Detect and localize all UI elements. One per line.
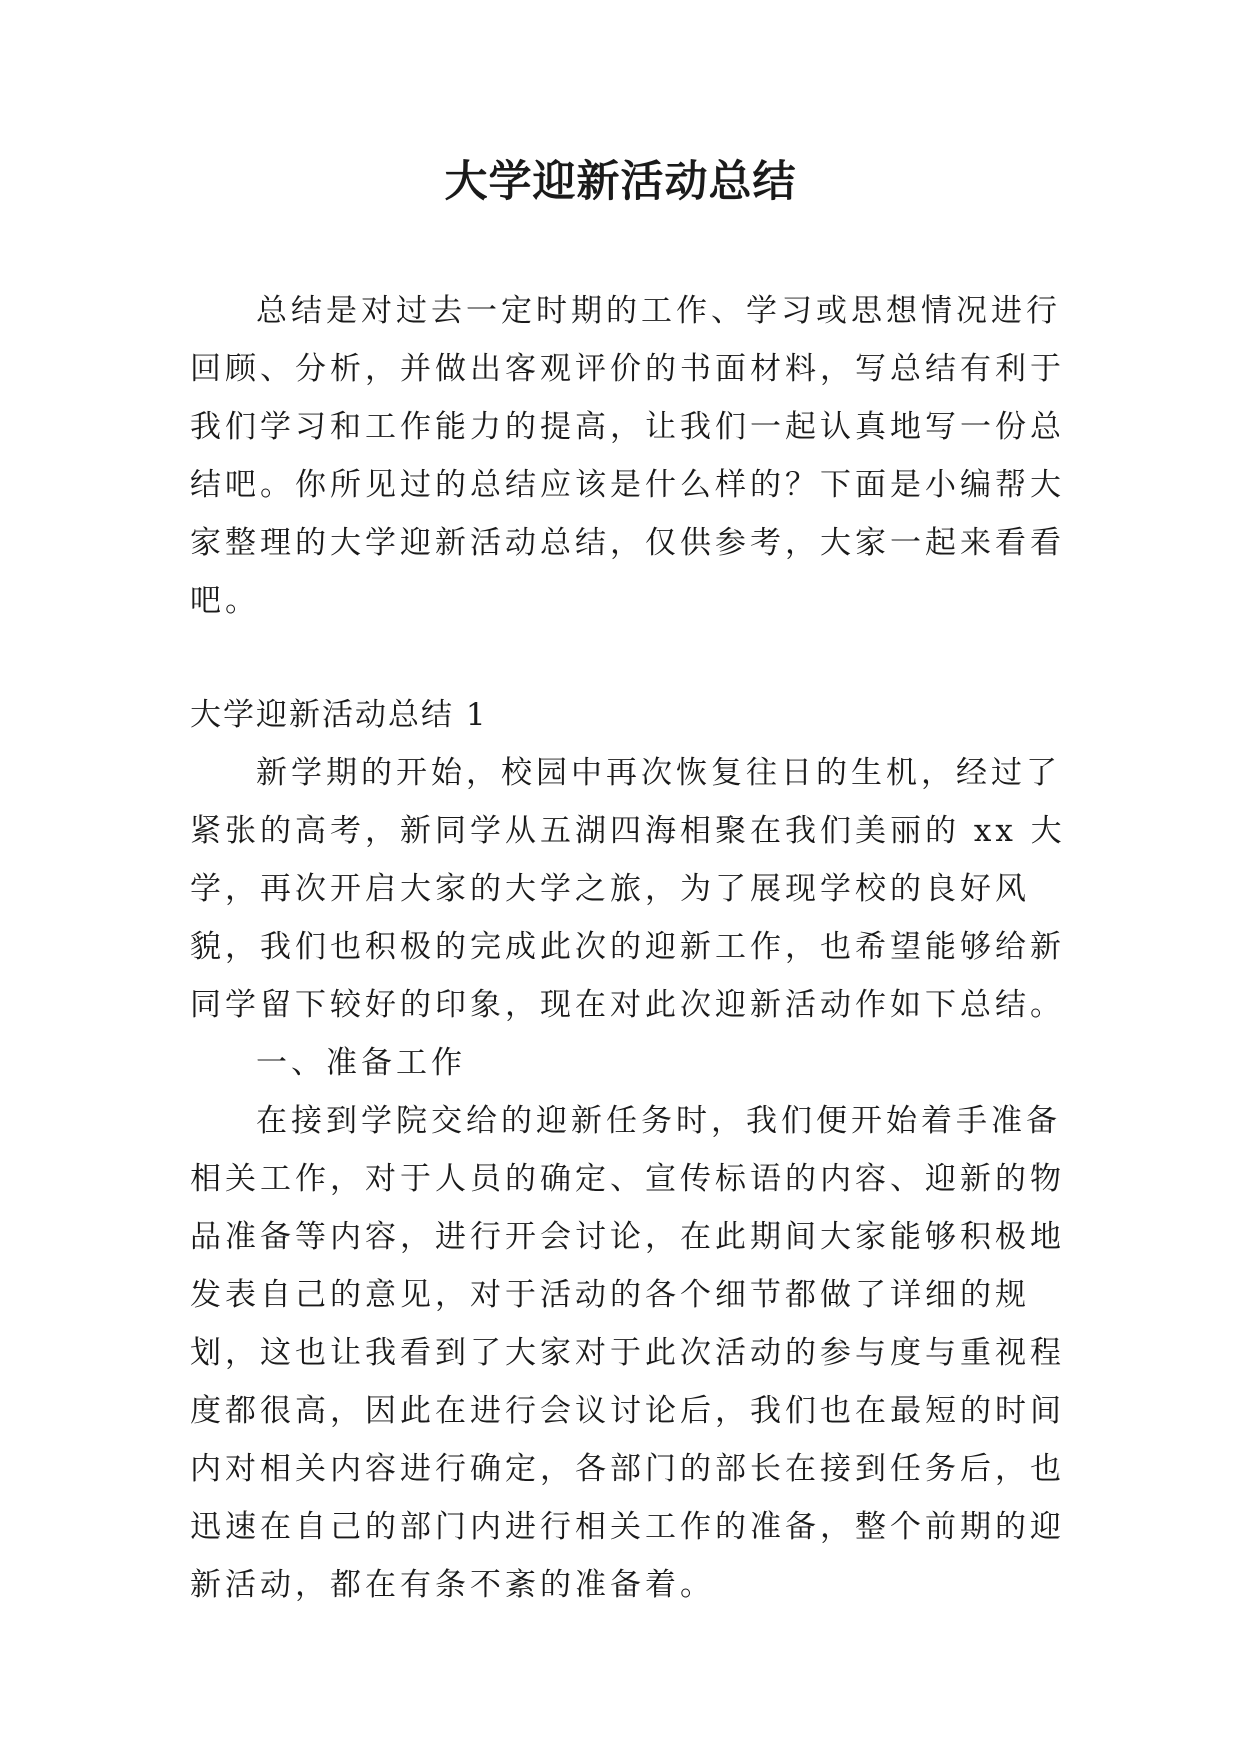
section-paragraph: 新学期的开始，校园中再次恢复往日的生机，经过了紧张的高考，新同学从五湖四海相聚在我们美丽的 xx 大学，再次开启大家的大学之旅，为了展现学校的良好风貌，我们也积极的完成此次的迎新工作，也希望能够给新同学留下较好的印象，现在对此次迎新活动作如下总结。	[190, 755, 1066, 1023]
section-paragraph: 在接到学院交给的迎新任务时，我们便开始着手准备相关工作，对于人员的确定、宣传标语的内容、迎新的物品准备等内容，进行开会讨论，在此期间大家能够积极地发表自己的意见，对于活动的各个细节都做了详细的规划，这也让我看到了大家对于此次活动的参与度与重视程度都很高，因此在进行会议讨论后，我们也在最短的时间内对相关内容进行确定，各部门的部长在接到任务后，也迅速在自己的部门内进行相关工作的准备，整个前期的迎新活动，都在有条不紊的准备着。	[190, 1103, 1065, 1603]
document-title: 大学迎新活动总结	[444, 157, 797, 207]
subsection-heading: 一、准备工作	[256, 1045, 466, 1081]
section-heading: 大学迎新活动总结 1	[190, 697, 488, 733]
intro-paragraph: 总结是对过去一定时期的工作、学习或思想情况进行回顾、分析，并做出客观评价的书面材料，写总结有利于我们学习和工作能力的提高，让我们一起认真地写一份总结吧。你所见过的总结应该是什么样的？下面是小编帮大家整理的大学迎新活动总结，仅供参考，大家一起来看看吧。	[190, 293, 1065, 619]
document-body	[190, 282, 1070, 1614]
